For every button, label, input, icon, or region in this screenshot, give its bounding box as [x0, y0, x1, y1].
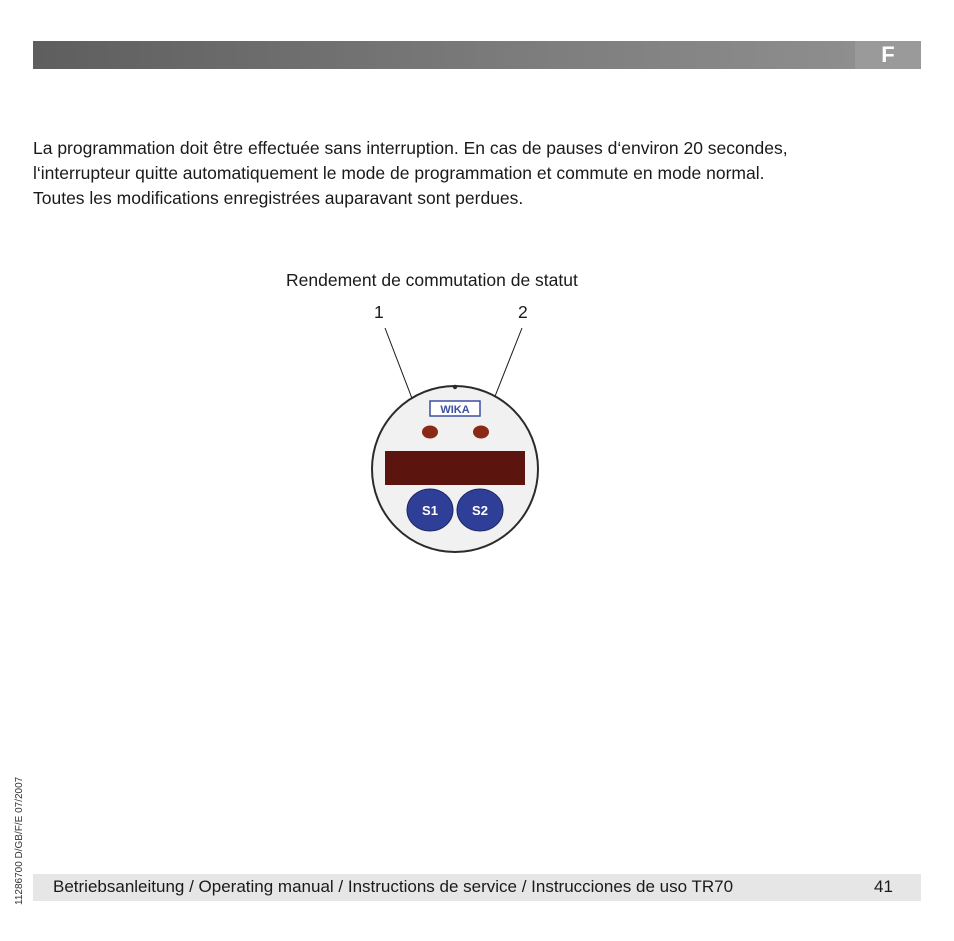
- body-line-2: l‘interrupteur quitte automatiquement le mode de programmation et commute en mode normal.: [33, 163, 765, 183]
- header-bar: [33, 41, 855, 69]
- callout-label-2: 2: [518, 302, 528, 322]
- button-s2-label: S2: [472, 503, 488, 518]
- document-code: 11286700 D/GB/F/E 07/2007: [14, 776, 25, 905]
- display-figure: [360, 320, 560, 560]
- top-dot: [453, 385, 457, 389]
- body-paragraph: [33, 136, 933, 211]
- page-number: 41: [874, 877, 893, 896]
- brand-logo-text: WIKA: [440, 404, 470, 416]
- body-line-3: Toutes les modifications enregistrées auparavant sont perdues.: [33, 188, 524, 208]
- body-line-1: La programmation doit être effectuée sans interruption. En cas de pauses d‘environ 20 secondes,: [33, 138, 788, 158]
- callout-label-1: 1: [374, 302, 384, 322]
- language-tab: F: [855, 41, 921, 69]
- figure-caption: Rendement de commutation de statut: [286, 270, 578, 290]
- footer-title: Betriebsanleitung / Operating manual / Instructions de service / Instrucciones de uso TR70: [53, 877, 734, 896]
- display-window: [385, 451, 525, 485]
- button-s1-label: S1: [422, 503, 438, 518]
- led-2: [473, 426, 489, 439]
- led-1: [422, 426, 438, 439]
